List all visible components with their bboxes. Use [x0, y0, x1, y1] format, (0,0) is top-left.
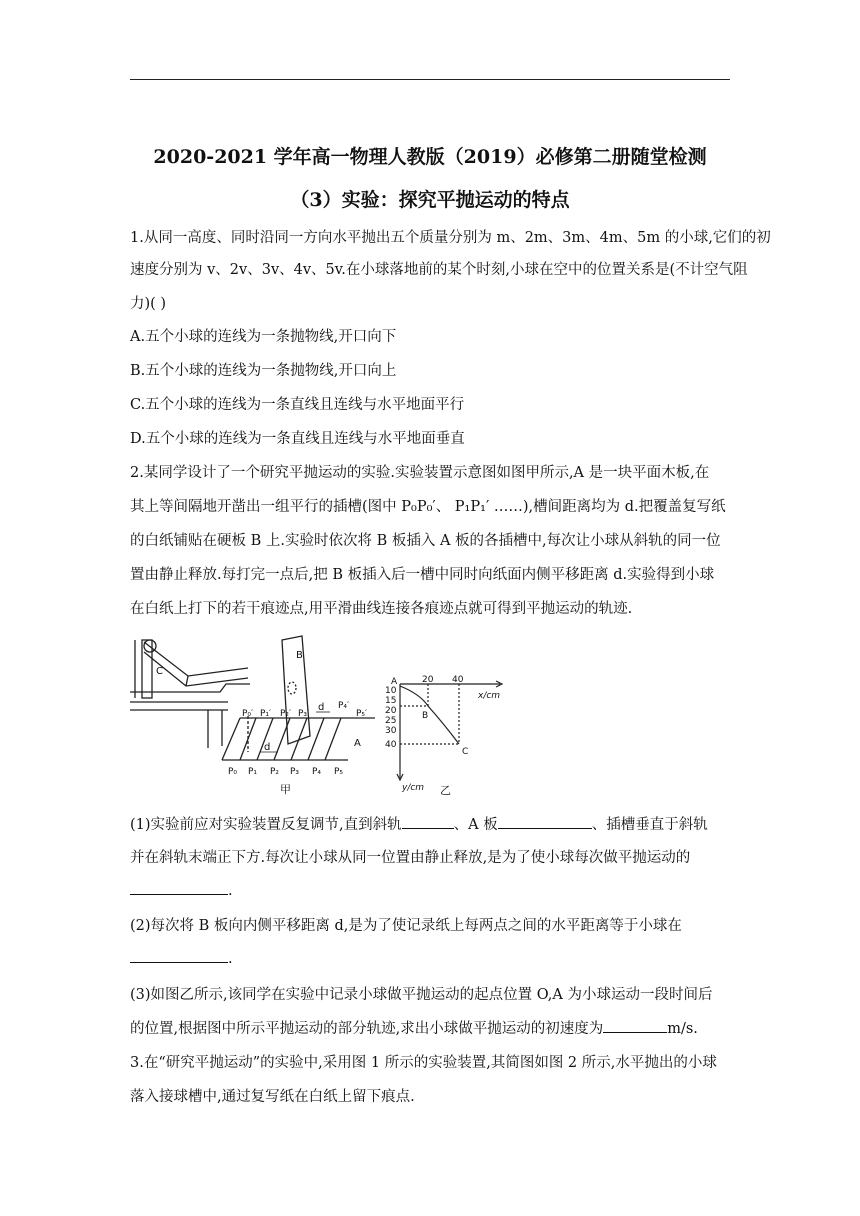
q1-stem-line: 1.从同一高度、同时沿同一方向水平抛出五个质量分别为 m、2m、3m、4m、5m 的小球,它们的初: [130, 230, 771, 246]
fig-yi-xtick: 20: [422, 675, 434, 685]
answer-blank-time[interactable]: [130, 948, 228, 963]
fig-jia-caption: 甲: [280, 783, 291, 796]
q1-option-a: A.五个小球的连线为一条抛物线,开口向下: [130, 329, 397, 345]
fig-yi-ytick: 30: [385, 726, 397, 736]
q2-sub1-line3: [130, 880, 233, 899]
fig-jia-label: P₀′: [242, 709, 254, 719]
fig-jia-label: P₄: [312, 767, 322, 777]
answer-blank-rail[interactable]: [402, 814, 454, 829]
fig-yi-ylabel: y/cm: [402, 783, 425, 793]
period: .: [228, 883, 233, 899]
header-rule: [130, 79, 730, 80]
q1-stem-line: 力)( ): [130, 296, 167, 312]
fig-yi-ytick: 25: [385, 716, 397, 726]
answer-blank-speed[interactable]: [603, 1018, 667, 1033]
q3-stem-line: 3.在“研究平抛运动”的实验中,采用图 1 所示的实验装置,其简图如图 2 所示,水平抛出的小球: [130, 1055, 717, 1071]
fig-yi-ytick: 10: [385, 686, 397, 696]
q2-sub3-text: 的位置,根据图中所示平抛运动的部分轨迹,求出小球做平抛运动的初速度为: [130, 1021, 604, 1037]
fig-jia-label: P₁: [248, 767, 258, 777]
fig-jia-label: A: [354, 738, 361, 749]
q2-stem-line: 置由静止释放.每打完一点后,把 B 板插入后一槽中同时向纸面内侧平移距离 d.实验得到小球: [130, 567, 715, 583]
fig-yi-point: C: [462, 747, 469, 757]
fig-yi-xtick: 40: [452, 675, 464, 685]
fig-yi-ytick: 15: [385, 696, 397, 706]
q2-sub2-line1: (2)每次将 B 板向内侧平移距离 d,是为了使记录纸上每两点之间的水平距离等于小球在: [130, 918, 682, 934]
q2-sub1-line2: 并在斜轨末端正下方.每次让小球从同一位置由静止释放,是为了使小球每次做平抛运动的: [130, 850, 691, 866]
fig-jia-label: P₃: [290, 767, 300, 777]
fig-jia-label: P₀: [228, 767, 238, 777]
q2-sub3-line2: [130, 1017, 698, 1038]
q3-stem-line: 落入接球槽中,通过复写纸在白纸上留下痕点.: [130, 1089, 415, 1105]
q1-stem-line: 速度分别为 v、2v、3v、4v、5v.在小球落地前的某个时刻,小球在空中的位置关系是(不计空气阻: [130, 262, 748, 278]
fig-jia-label: P₁′: [260, 709, 272, 719]
q2-sub1-text: 、A 板: [453, 817, 498, 833]
fig-jia-label: C: [156, 666, 163, 677]
fig-yi-point: A: [391, 677, 398, 687]
doc-title-line2: （3）实验：探究平抛运动的特点: [290, 189, 570, 211]
q2-stem-line: 2.某同学设计了一个研究平抛运动的实验.实验装置示意图如图甲所示,A 是一块平面木板,在: [130, 465, 710, 481]
fig-yi-ytick: 20: [385, 706, 397, 716]
fig-jia-label: P₂′: [280, 709, 292, 719]
answer-blank-initial-velocity[interactable]: [130, 880, 228, 895]
fig-jia-label: P₅′: [356, 709, 368, 719]
fig-yi-ytick: 40: [385, 740, 397, 750]
q1-option-c: C.五个小球的连线为一条直线且连线与水平地面平行: [130, 397, 465, 413]
q2-sub2-line2: [130, 948, 233, 967]
figure-jia: [130, 628, 380, 798]
fig-jia-label: P₄′: [338, 701, 350, 711]
q2-sub1-text: (1)实验前应对实验装置反复调节,直到斜轨: [130, 817, 402, 833]
doc-title-line1: 2020-2021 学年高一物理人教版（2019）必修第二册随堂检测: [153, 146, 707, 168]
fig-yi-point: B: [422, 711, 429, 721]
q1-option-d: D.五个小球的连线为一条直线且连线与水平地面垂直: [130, 431, 465, 447]
q2-stem-line: 在白纸上打下的若干痕迹点,用平滑曲线连接各痕迹点就可得到平抛运动的轨迹.: [130, 601, 633, 617]
fig-jia-label: B: [296, 650, 303, 661]
fig-yi-caption: 乙: [440, 784, 451, 797]
figure-yi: [382, 670, 517, 798]
fig-jia-label: P₅: [334, 767, 344, 777]
answer-blank-board-a[interactable]: [498, 814, 592, 829]
fig-jia-label: d: [318, 702, 325, 713]
fig-yi-xlabel: x/cm: [478, 691, 501, 701]
q2-stem-line: 的白纸铺贴在硬板 B 上.实验时依次将 B 板插入 A 板的各插槽中,每次让小球从斜轨的同一位: [130, 533, 721, 549]
q2-sub1-text: 、插槽垂直于斜轨: [591, 817, 708, 833]
fig-jia-label: d: [264, 742, 271, 753]
q1-option-b: B.五个小球的连线为一条抛物线,开口向上: [130, 363, 397, 379]
q2-stem-line: 其上等间隔地开凿出一组平行的插槽(图中 P₀P₀′、 P₁P₁′ ……),槽间距离均为 d.把覆盖复写纸: [130, 499, 726, 515]
fig-jia-label: P₃′: [298, 709, 310, 719]
q2-sub3-unit: m/s.: [667, 1021, 698, 1037]
q2-sub3-line1: (3)如图乙所示,该同学在实验中记录小球做平抛运动的起点位置 O,A 为小球运动一段时间后: [130, 987, 713, 1003]
fig-jia-label: P₂: [270, 767, 280, 777]
q2-sub1-line1: [130, 813, 708, 834]
period: .: [228, 951, 233, 967]
